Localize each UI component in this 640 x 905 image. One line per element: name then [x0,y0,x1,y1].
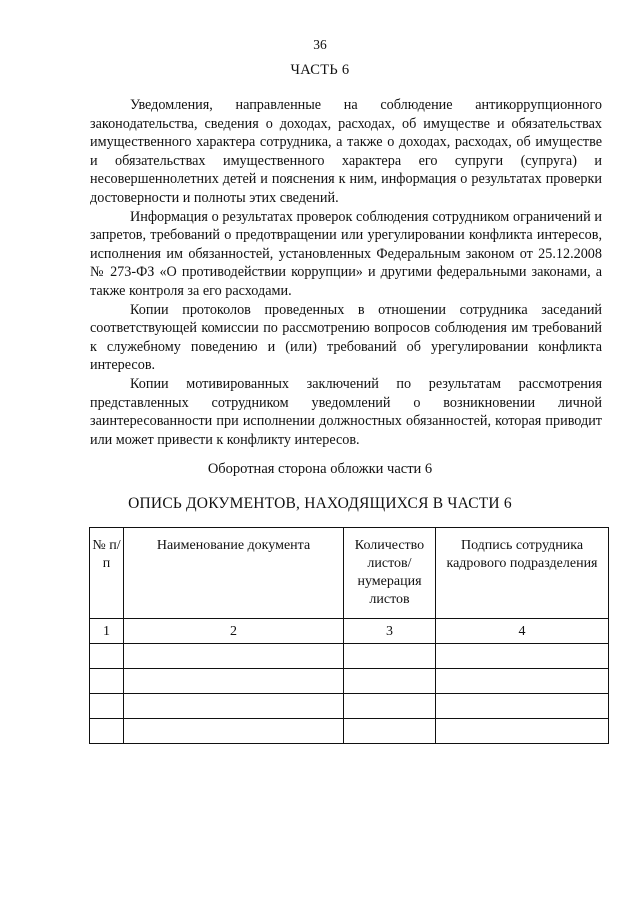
table-cell [436,694,609,719]
page-number: 36 [313,37,327,52]
part-title: ЧАСТЬ 6 [290,62,350,78]
table-row [90,719,609,744]
table-cell [344,719,436,744]
table-cell [124,719,344,744]
inventory-title: ОПИСЬ ДОКУМЕНТОВ, НАХОДЯЩИХСЯ В ЧАСТИ 6 [128,495,512,512]
table-cell [124,644,344,669]
inventory-table [89,527,609,744]
table-cell [124,694,344,719]
table-cell [436,669,609,694]
empty-rows [90,644,609,744]
body-text [90,96,602,449]
paragraph: Копии мотивированных заключений по результатам рассмотрения представленных сотрудником уведомлений о возникновении личной заинтересованности при исполнении должностных обязанностей, которая приводит или может привести к конфликту интересов. [90,375,602,448]
table-cell [436,644,609,669]
table-cell [90,694,124,719]
column-number: 2 [124,619,344,644]
table-cell [436,719,609,744]
paragraph: Уведомления, направленные на соблюдение антикоррупционного законодательства, сведения о доходах, расходах, об имуществе и обязательствах имущественного характера сотрудника, а также о доходах, расходах, об имуществе и обязательствах имущественного характера его супруги (супруга) и несовершеннолетних детей и пояснения к ним, информация о результатах проверки достоверности и полноты этих сведений. [90,97,602,206]
cover-back-subheading: Оборотная сторона обложки части 6 [207,461,433,477]
table-cell [124,669,344,694]
table-cell [90,644,124,669]
table-header-row [90,528,609,619]
column-number: 4 [436,619,609,644]
table-cell [344,644,436,669]
table-cell [344,694,436,719]
column-number: 1 [90,619,124,644]
table-cell [90,719,124,744]
table-row [90,694,609,719]
paragraph: Информация о результатах проверок соблюдения сотрудником ограничений и запретов, требований о предотвращении или урегулировании конфликта интересов, исполнения им обязанностей, установленных Федеральным законом от 25.12.2008 № 273-ФЗ «О противодействии коррупции» и другими федеральными законами, а также контроля за его расходами. [90,208,602,299]
table-row [90,644,609,669]
column-number: 3 [344,619,436,644]
header-hr-signature: Подпись сотрудника кадрового подразделения [436,528,609,619]
header-number: № п/п [90,528,124,619]
paragraph: Копии протоколов проведенных в отношении сотрудника заседаний соответствующей комиссии по рассмотрению вопросов соблюдения им требований к служебному поведению и (или) требований об урегулировании конфликта интересов. [90,301,602,374]
table-row [90,669,609,694]
header-document-name: Наименование документа [124,528,344,619]
header-sheet-count: Количество листов/ нумерация листов [344,528,436,619]
column-number-row [90,619,609,644]
table-cell [344,669,436,694]
table-cell [90,669,124,694]
